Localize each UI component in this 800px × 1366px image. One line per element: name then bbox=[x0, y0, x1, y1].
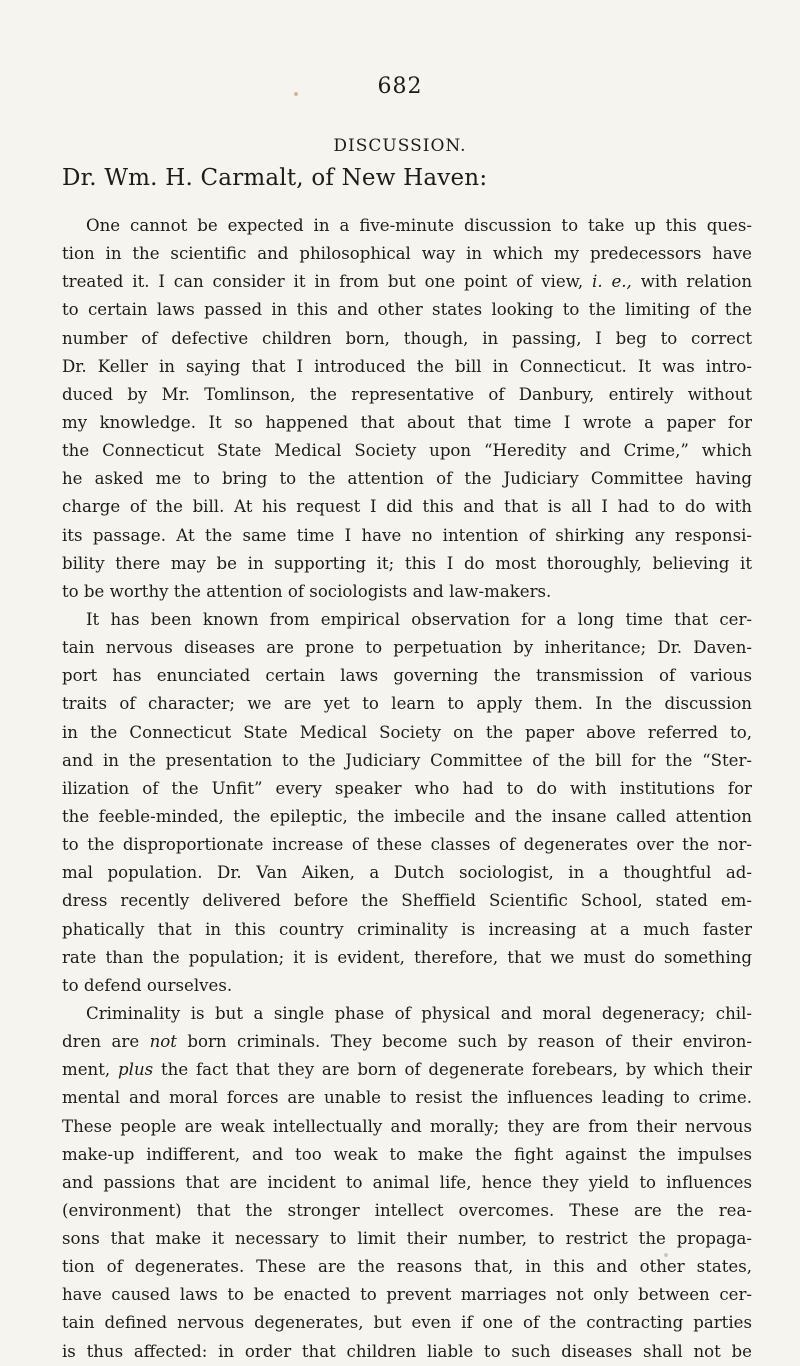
text-line: my knowledge. It so happened that about that time I wrote a paper for bbox=[62, 412, 752, 432]
paragraph-2 bbox=[62, 606, 752, 1000]
text-line: ilization of the Unfit” every speaker who had to do with institutions for bbox=[62, 778, 752, 798]
text-line: tion of degenerates. These are the reasons that, in this and other states, bbox=[62, 1257, 752, 1277]
text-line: in the Connecticut State Medical Society on the paper above referred to, bbox=[62, 722, 752, 742]
text-line: its passage. At the same time I have no intention of shirking any responsi- bbox=[62, 525, 752, 545]
ink-speck bbox=[664, 1253, 668, 1257]
text-line: and passions that are incident to animal life, hence they yield to influences bbox=[62, 1172, 752, 1192]
paragraph-3 bbox=[62, 1000, 752, 1366]
text-line: to certain laws passed in this and other states looking to the limiting of the bbox=[62, 300, 752, 320]
text-line: tain defined nervous degenerates, but even if one of the contracting parties bbox=[62, 1313, 752, 1333]
text-line: One cannot be expected in a five-minute discussion to take up this ques- bbox=[86, 216, 752, 235]
text-line: It has been known from empirical observation for a long time that cer- bbox=[86, 609, 752, 629]
text-line: to the disproportionate increase of these classes of degenerates over the nor- bbox=[62, 835, 752, 855]
italic-plus: plus bbox=[118, 1060, 154, 1080]
text-line: make-up indifferent, and too weak to make the fight against the impulses bbox=[62, 1144, 752, 1164]
ink-speck bbox=[294, 92, 298, 96]
text-line: bility there may be in supporting it; this I do most thoroughly, believing it bbox=[62, 553, 752, 573]
text-line: Criminality is but a single phase of physical and moral degeneracy; chil- bbox=[86, 1003, 752, 1023]
text-line bbox=[62, 268, 752, 296]
text-line: the feeble-minded, the epileptic, the imbecile and the insane called attention bbox=[62, 806, 752, 826]
italic-ie: i. e., bbox=[592, 272, 632, 292]
text-line: port has enunciated certain laws governing the transmission of various bbox=[62, 666, 752, 686]
page-number: 682 bbox=[377, 74, 423, 99]
text-line: mal population. Dr. Van Aiken, a Dutch sociologist, in a thoughtful ad- bbox=[62, 863, 752, 883]
text-line: he asked me to bring to the attention of the Judiciary Committee having bbox=[62, 469, 752, 489]
text-line: have caused laws to be enacted to prevent marriages not only between cer- bbox=[62, 1285, 752, 1305]
text-line: tion in the scientific and philosophical way in which my predecessors have bbox=[62, 244, 752, 264]
text-line bbox=[62, 1028, 752, 1056]
text-line-segment: ment, bbox=[62, 1060, 111, 1080]
text-line: charge of the bill. At his request I did this and that is all I had to do with bbox=[62, 497, 752, 517]
text-line: tain nervous diseases are prone to perpetuation by inheritance; Dr. Daven- bbox=[62, 638, 752, 658]
text-line-segment: with relation bbox=[640, 272, 752, 292]
text-line: phatically that in this country criminality is increasing at a much faster bbox=[62, 919, 752, 939]
text-line bbox=[62, 1056, 752, 1084]
text-line: and in the presentation to the Judiciary Committee of the bill for the “Ster- bbox=[62, 750, 752, 770]
text-line: number of defective children born, though, in passing, I beg to correct bbox=[62, 328, 752, 348]
section-heading: DISCUSSION. bbox=[333, 136, 467, 156]
text-line: sons that make it necessary to limit their number, to restrict the propaga- bbox=[62, 1229, 752, 1249]
italic-not: not bbox=[149, 1032, 177, 1052]
text-line: is thus affected: in order that children liable to such diseases shall not be bbox=[62, 1341, 752, 1361]
text-line: mental and moral forces are unable to resist the influences leading to crime. bbox=[62, 1088, 752, 1108]
speaker-heading: Dr. Wm. H. Carmalt, of New Haven: bbox=[62, 165, 488, 191]
text-line: traits of character; we are yet to learn to apply them. In the discussion bbox=[62, 694, 752, 714]
text-line: rate than the population; it is evident, therefore, that we must do something bbox=[62, 947, 752, 967]
text-line-segment: dren are bbox=[62, 1032, 140, 1052]
text-line: to defend ourselves. bbox=[62, 975, 233, 995]
text-line: the Connecticut State Medical Society upon “Heredity and Crime,” which bbox=[62, 441, 752, 461]
text-line: These people are weak intellectually and morally; they are from their nervous bbox=[62, 1116, 752, 1136]
paragraph-1 bbox=[62, 212, 752, 606]
text-line: to be worthy the attention of sociologists and law-makers. bbox=[62, 581, 552, 601]
text-line: (environment) that the stronger intellect overcomes. These are the rea- bbox=[62, 1200, 752, 1220]
text-line: dress recently delivered before the Sheffield Scientific School, stated em- bbox=[62, 891, 752, 911]
text-line-segment: treated it. I can consider it in from but one point of view, bbox=[62, 272, 584, 292]
body-text bbox=[62, 212, 752, 1366]
text-line-segment: born criminals. They become such by reason of their environ- bbox=[187, 1032, 752, 1052]
text-line: Dr. Keller in saying that I introduced the bill in Connecticut. It was intro- bbox=[62, 356, 752, 376]
text-line: duced by Mr. Tomlinson, the representative of Danbury, entirely without bbox=[62, 384, 752, 404]
text-line-segment: the fact that they are born of degenerate forebears, by which their bbox=[160, 1060, 752, 1080]
